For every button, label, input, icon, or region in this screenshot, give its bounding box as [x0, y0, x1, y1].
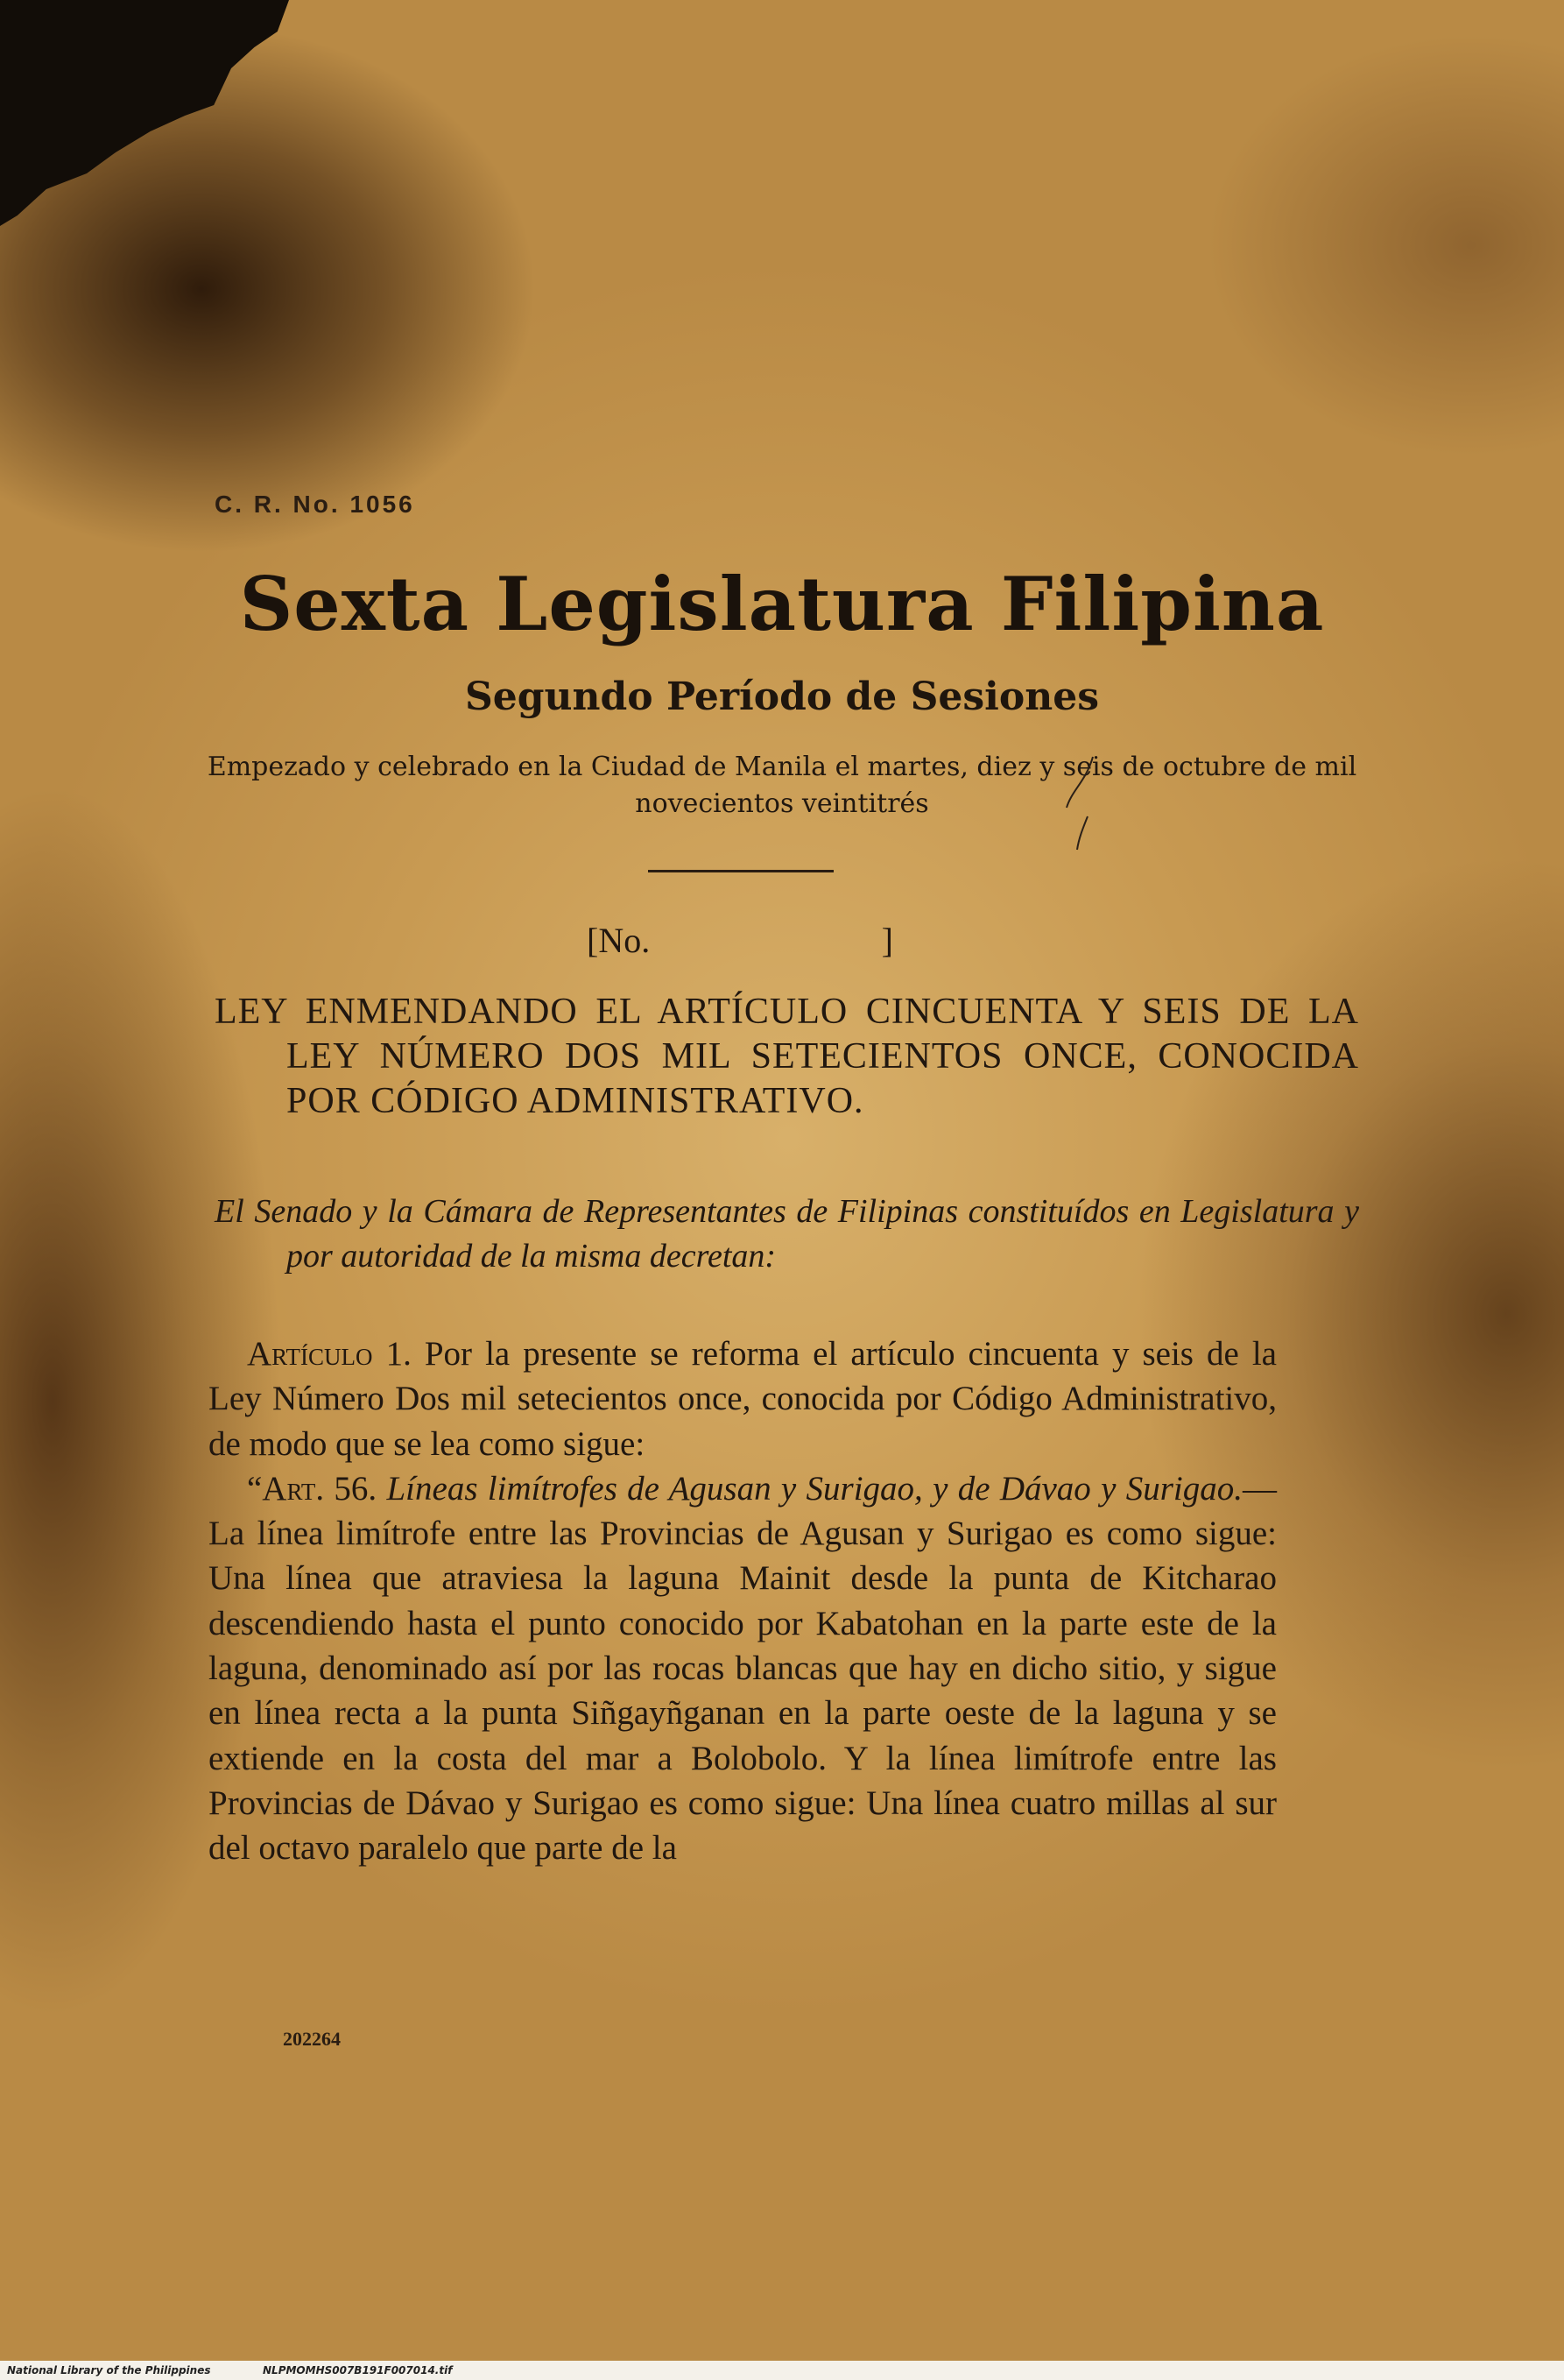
cr-number: C. R. No. 1056	[215, 491, 415, 518]
article-56-title: Líneas limítrofes de Agusan y Surigao, y de Dávao y Surigao.	[386, 1469, 1243, 1508]
pen-mark-icon	[1061, 755, 1096, 851]
page-stamp-number: 202264	[283, 2028, 341, 2050]
article-56-text: —La línea limítrofe entre las Provincias de Agusan y Surigao es como sigue: Una línea que atraviesa la laguna Mainit desde la punta de Kitcharao descendiendo hasta el punto conocido por Kabatohan en la parte este de la laguna, denominado así por las rocas blancas que hay en dicho sitio, y sigue en línea recta a la punta Siñgayñganan en la parte oeste de la laguna y se extiende en la costa del mar a Bolobolo. Y la línea limítrofe entre las Provincias de Dávao y Surigao es como sigue: Una línea cuatro millas al sur del octavo paralelo que parte de la	[208, 1469, 1278, 1868]
article-1-label: Artículo 1.	[247, 1335, 412, 1373]
article-1-text: Por la presente se reforma el artículo cincuenta y seis de la Ley Número Dos mil setecientos once, conocida por Código Administrativo, de modo que se lea como sigue:	[208, 1335, 1277, 1463]
bill-number-close: ]	[881, 921, 893, 960]
torn-corner	[0, 0, 289, 263]
article-56	[208, 1466, 1277, 1871]
bill-number-open: [No.	[587, 921, 651, 960]
document-title: Sexta Legislatura Filipina	[239, 561, 1325, 647]
session-intro: Empezado y celebrado en la Ciudad de Manila el martes, diez y seis de octubre de mil novecientos veintitrés	[207, 752, 1357, 819]
footer-file: NLPMOMHS007B191F007014.tif	[263, 2364, 453, 2376]
footer-library: National Library of the Philippines	[7, 2364, 211, 2376]
law-heading: LEY ENMENDANDO EL ARTÍCULO CINCUENTA Y SEIS DE LA LEY NÚMERO DOS MIL SETECIENTOS ONCE, CONOCIDA POR CÓDIGO ADMINISTRATIVO.	[215, 992, 1359, 1121]
divider-rule	[648, 870, 834, 872]
article-1	[208, 1331, 1277, 1466]
law-body	[208, 1331, 1277, 1871]
enacting-clause: El Senado y la Cámara de Representantes de Filipinas constituídos en Legislatura y por autoridad de la misma decretan:	[215, 1193, 1359, 1275]
document-subtitle: Segundo Período de Sesiones	[465, 674, 1099, 719]
scan-footer-strip	[0, 2361, 1564, 2380]
article-56-label: “Art. 56.	[247, 1469, 377, 1508]
bill-number-field	[587, 920, 893, 961]
